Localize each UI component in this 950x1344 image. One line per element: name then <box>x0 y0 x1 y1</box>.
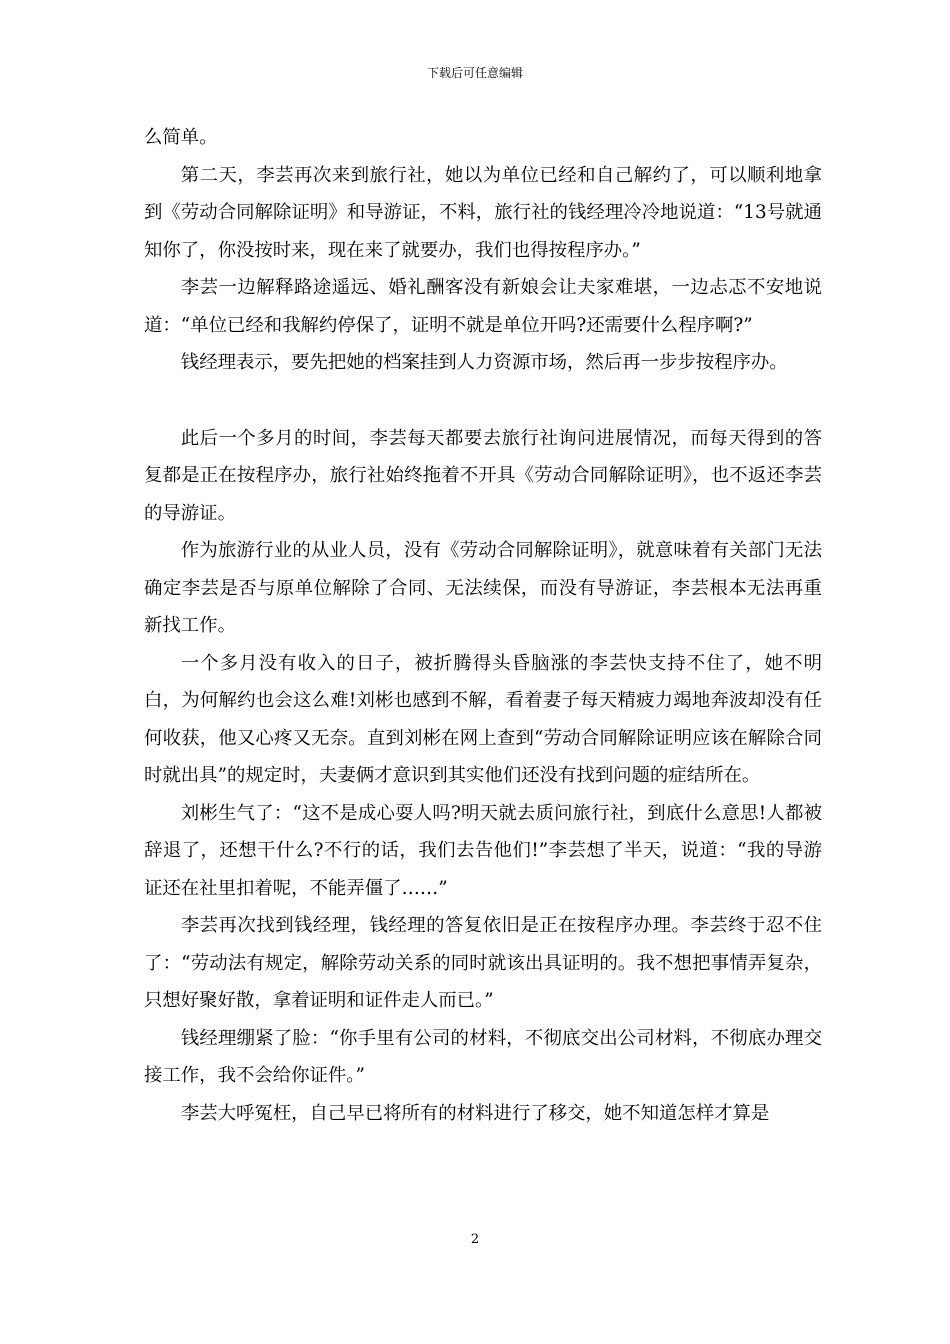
paragraph-gap <box>144 382 822 420</box>
paragraph: 一个多月没有收入的日子，被折腾得头昏脑涨的李芸快支持不住了，她不明白，为何解约也会这么难!刘彬也感到不解，看着妻子每天精疲力竭地奔波却没有任何收获，他又心疼又无奈。直到刘彬在网上查到“劳动合同解除证明应该在解除合同时就出具”的规定时，夫妻俩才意识到其实他们还没有找到问题的症结所在。 <box>144 652 822 786</box>
paragraph: 么简单。 <box>144 127 218 148</box>
page-header: 下载后可任意编辑 <box>426 66 523 80</box>
document-body <box>144 119 822 1132</box>
paragraph: 作为旅游行业的从业人员，没有《劳动合同解除证明》，就意味着有关部门无法确定李芸是否与原单位解除了合同、无法续保，而没有导游证，李芸根本无法再重新找工作。 <box>144 540 822 636</box>
paragraph: 李芸一边解释路途遥远、婚礼酬客没有新娘会让夫家难堪，一边忐忑不安地说道：“单位已经和我解约停保了，证明不就是单位开吗?还需要什么程序啊?” <box>144 277 822 336</box>
paragraph: 钱经理绷紧了脸：“你手里有公司的材料，不彻底交出公司材料，不彻底办理交接工作，我不会给你证件。” <box>144 1027 822 1086</box>
paragraph: 钱经理表示，要先把她的档案挂到人力资源市场，然后再一步步按程序办。 <box>180 352 788 373</box>
paragraph: 刘彬生气了：“这不是成心耍人吗?明天就去质问旅行社，到底什么意思!人都被辞退了，还想干什么?不行的话，我们去告他们!”李芸想了半天，说道：“我的导游证还在社里扣着呢，不能弄僵了……” <box>144 802 822 899</box>
paragraph: 李芸大呼冤枉，自己早已将所有的材料进行了移交，她不知道怎样才算是 <box>180 1102 770 1124</box>
paragraph: 此后一个多月的时间，李芸每天都要去旅行社询问进展情况，而每天得到的答复都是正在按程序办，旅行社始终拖着不开具《劳动合同解除证明》，也不返还李芸的导游证。 <box>144 427 822 524</box>
paragraph: 第二天，李芸再次来到旅行社，她以为单位已经和自己解约了，可以顺利地拿到《劳动合同解除证明》和导游证，不料，旅行社的钱经理冷冷地说道：“13号就通知你了，你没按时来，现在来了就要办，我们也得按程序办。” <box>144 164 822 261</box>
page-number: 2 <box>470 1232 480 1247</box>
paragraph: 李芸再次找到钱经理，钱经理的答复依旧是正在按程序办理。李芸终于忍不住了：“劳动法有规定，解除劳动关系的同时就该出具证明的。我不想把事情弄复杂，只想好聚好散，拿着证明和证件走人而已。” <box>144 915 822 1011</box>
